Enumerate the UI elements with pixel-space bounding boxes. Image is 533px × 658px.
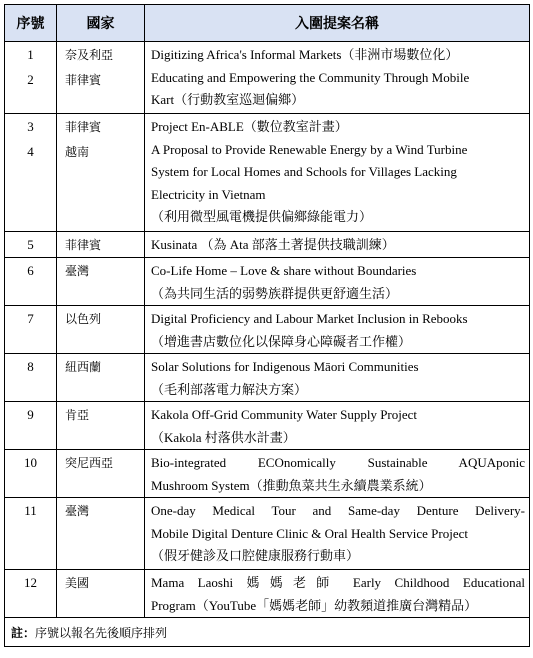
row-country-cell	[57, 42, 145, 114]
table-row	[5, 570, 530, 618]
row-num-cell	[5, 402, 57, 450]
table-row	[5, 306, 530, 354]
row-country-cell	[57, 402, 145, 450]
project-line: Solar Solutions for Indigenous Māori Communities	[151, 359, 419, 374]
table-row	[5, 42, 530, 114]
project-line: Electricity in Vietnam	[151, 186, 266, 202]
row-num-cell	[5, 258, 57, 306]
project-line: Program（YouTube「媽媽老師」幼教頻道推廣台灣精品）	[151, 597, 478, 613]
row-num: 9	[27, 407, 34, 422]
header-project: 入圍提案名稱	[145, 5, 530, 42]
project-line: Mushroom System（推動魚菜共生永續農業系統）	[151, 477, 432, 493]
row-country: 突尼西亞	[65, 456, 114, 470]
row-num-cell	[5, 306, 57, 354]
table-header-row	[5, 5, 530, 42]
row-project-cell	[145, 306, 530, 354]
row-country: 紐西蘭	[65, 360, 102, 374]
row-project-cell	[145, 258, 530, 306]
row-num: 10	[24, 455, 37, 470]
row-num: 1	[27, 47, 34, 62]
table-row	[5, 232, 530, 258]
row-project-cell	[145, 42, 530, 114]
row-num: 12	[24, 575, 37, 590]
row-num: 8	[27, 359, 34, 374]
row-num: 11	[24, 503, 37, 518]
table-row	[5, 354, 530, 402]
row-country: 臺灣	[65, 504, 90, 518]
project-line: Kusinata （為 Ata 部落土著提供技職訓練）	[151, 237, 395, 252]
proposal-table-wrapper	[4, 4, 529, 647]
row-country: 菲律賓	[65, 120, 102, 134]
row-project-cell	[145, 498, 530, 570]
row-num: 6	[27, 263, 34, 278]
note-cell	[5, 618, 530, 647]
note-label: 註：	[11, 625, 36, 640]
row-num-cell	[5, 570, 57, 618]
project-line: （為共同生活的弱勢族群提供更舒適生活）	[151, 285, 399, 301]
project-line: Co-Life Home – Love & share without Boundaries	[151, 263, 417, 278]
table-row	[5, 450, 530, 498]
table-row	[5, 258, 530, 306]
row-num-cell	[5, 232, 57, 258]
row-num-cell	[5, 42, 57, 114]
project-line: （毛利部落電力解決方案）	[151, 381, 308, 397]
row-country-cell	[57, 306, 145, 354]
project-line: （假牙健診及口腔健康服務行動車）	[151, 548, 360, 563]
row-country: 肯亞	[65, 408, 90, 422]
row-num-cell	[5, 354, 57, 402]
row-country: 美國	[65, 576, 90, 590]
row-country: 以色列	[65, 312, 102, 326]
row-country-cell	[57, 498, 145, 570]
row-country: 菲律賓	[65, 238, 102, 252]
project-line: Kakola Off-Grid Community Water Supply Project	[151, 407, 418, 422]
table-row	[5, 402, 530, 450]
row-project-cell	[145, 402, 530, 450]
header-num: 序號	[5, 5, 57, 42]
proposal-table	[4, 4, 530, 647]
row-country: 越南	[65, 144, 90, 159]
row-num-cell	[5, 114, 57, 232]
project-line: Mama Laoshi 媽媽老師 Early Childhood Educational	[151, 575, 525, 590]
project-line: Mobile Digital Denture Clinic & Oral Health Service Project	[151, 525, 468, 541]
row-country-cell	[57, 258, 145, 306]
row-num: 2	[27, 71, 34, 87]
row-country: 菲律賓	[65, 72, 102, 87]
table-row	[5, 114, 530, 232]
row-num: 7	[27, 311, 34, 326]
project-line: Bio-integrated ECOnomically Sustainable AQUAponic	[151, 455, 525, 470]
row-country: 奈及利亞	[65, 48, 114, 62]
table-row	[5, 498, 530, 570]
project-line: Digital Proficiency and Labour Market Inclusion in Rebooks	[151, 311, 468, 326]
project-line: Educating and Empowering the Community Through Mobile	[151, 69, 470, 85]
row-country-cell	[57, 232, 145, 258]
project-line: （Kakola 村落供水計畫）	[151, 429, 296, 445]
row-num: 4	[27, 143, 34, 159]
row-project-cell	[145, 354, 530, 402]
project-line: （增進書店數位化以保障身心障礙者工作權）	[151, 333, 412, 349]
row-country-cell	[57, 450, 145, 498]
row-country-cell	[57, 114, 145, 232]
project-line: Kart（行動教室巡迴偏鄉）	[151, 92, 305, 107]
row-num-cell	[5, 498, 57, 570]
project-line: System for Local Homes and Schools for Villages Lacking	[151, 164, 457, 179]
row-country-cell	[57, 570, 145, 618]
row-num: 5	[27, 237, 34, 252]
row-project-cell	[145, 570, 530, 618]
row-num: 3	[27, 119, 34, 134]
project-line: One-day Medical Tour and Same-day Denture Delivery-	[151, 503, 525, 518]
row-num-cell	[5, 450, 57, 498]
row-project-cell	[145, 232, 530, 258]
project-line: A Proposal to Provide Renewable Energy by a Wind Turbine	[151, 141, 468, 157]
note-row	[5, 618, 530, 647]
project-line: Project En-ABLE（數位教室計畫）	[151, 119, 348, 134]
project-line: Digitizing Africa's Informal Markets（非洲市場數位化）	[151, 47, 459, 62]
header-country: 國家	[57, 5, 145, 42]
row-country: 臺灣	[65, 264, 90, 278]
row-country-cell	[57, 354, 145, 402]
project-line: （利用微型風電機提供偏鄉綠能電力）	[151, 209, 373, 224]
note-text: 序號以報名先後順序排列	[35, 625, 168, 640]
row-project-cell	[145, 450, 530, 498]
row-project-cell	[145, 114, 530, 232]
